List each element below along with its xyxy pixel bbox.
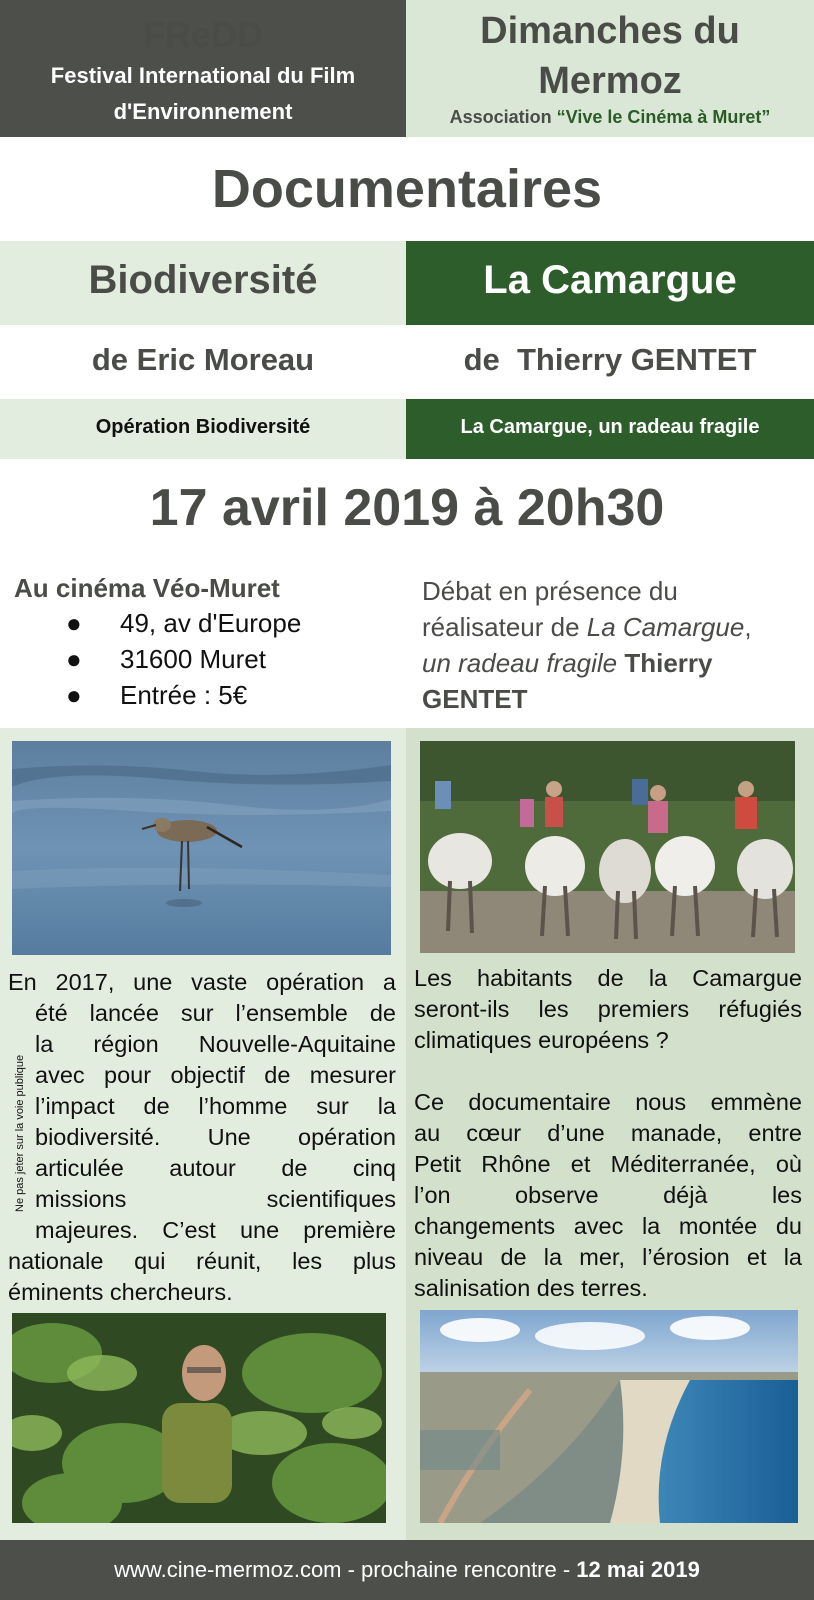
association-name: “Vive le Cinéma à Muret” [556,107,771,127]
litter-notice: Ne pas jeter sur la voie publique [14,1054,26,1212]
film-title-italic: un radeau fragile [422,648,618,678]
film1-subtitle: Opération Biodiversité [95,416,311,438]
debate-text: réalisateur de [422,612,587,642]
association-prefix: Association [449,107,557,127]
debate-text: , [744,612,752,642]
wading-bird-photo [12,741,391,955]
camargue-question [414,963,802,1056]
address-item [66,608,301,639]
debate-line [422,609,812,645]
paragraph-line: l’impact de l’homme sur la [35,1093,396,1119]
bullet-icon: ● [66,608,82,638]
paragraph-line: nationale qui réunit, les plus [8,1248,396,1274]
paragraph-line: En 2017, une vaste opération a [8,969,396,995]
camargue-description [414,1087,802,1304]
film2-director: de Thierry GENTET [463,342,757,377]
paragraph-line: Les habitants de la Camargue [414,965,802,991]
next-event-date: 12 mai 2019 [576,1557,700,1582]
paragraph-line: niveau de la mer, l’érosion et la [414,1244,802,1270]
film-title-italic: La Camargue [586,612,745,642]
screening-date: 17 avril 2019 à 20h30 [149,479,665,537]
address-item [66,680,247,711]
website-and-next-event: www.cine-mermoz.com - prochaine rencontre - [114,1557,577,1582]
fredd-subtitle-line1: Festival International du Film [50,63,356,88]
dimanches-title-line1: Dimanches du [480,10,740,52]
paragraph-line: biodiversité. Une opération [35,1124,396,1150]
address-item [66,644,266,675]
camargue-coast-photo [420,1310,798,1523]
biodiversite-description [8,967,396,1308]
film1-title: Biodiversité [88,258,318,302]
paragraph-line: au cœur d’une manade, entre [414,1120,802,1146]
paragraph-line: missions scientifiques [35,1186,396,1212]
paragraph-line: climatiques européens ? [414,1027,669,1053]
film1-director: de Eric Moreau [91,342,315,377]
address-text: 49, av d'Europe [120,608,302,638]
camargue-riders-photo [420,741,795,953]
paragraph-line: salinisation des terres. [414,1275,648,1301]
paragraph-line: articulée autour de cinq [35,1155,396,1181]
forest-researcher-photo [12,1313,386,1523]
address-text: 31600 Muret [120,644,266,674]
bullet-icon: ● [66,644,82,674]
address-text: Entrée : 5€ [120,680,248,710]
fredd-subtitle-line2: d'Environnement [113,99,293,124]
director-name: Thierry [617,648,713,678]
paragraph-line: Ce documentaire nous emmène [414,1089,802,1115]
debate-note [422,573,812,717]
footer-text [0,1557,814,1583]
debate-line [422,681,812,717]
paragraph-line: l’on observe déjà les [414,1182,802,1208]
page-title: Documentaires [211,159,603,219]
paragraph-line: majeures. C’est une première [35,1217,396,1243]
debate-line [422,645,812,681]
paragraph-line: seront-ils les premiers réfugiés [414,996,802,1022]
paragraph-line: changements avec la montée du [414,1213,802,1239]
paragraph-line: éminents chercheurs. [8,1279,233,1305]
association-label [406,107,814,128]
paragraph-line: Petit Rhône et Méditerranée, où [414,1151,802,1177]
fredd-title: FReDD [142,14,263,55]
paragraph-line: la région Nouvelle-Aquitaine [35,1031,396,1057]
bullet-icon: ● [66,680,82,710]
film2-title: La Camargue [483,258,737,302]
dimanches-title-line2: Mermoz [538,60,682,102]
venue-title: Au cinéma Véo-Muret [14,573,280,603]
director-name: GENTET [422,684,528,714]
paragraph-line: été lancée sur l’ensemble de [35,1000,396,1026]
debate-line: Débat en présence du [422,576,678,606]
film2-subtitle: La Camargue, un radeau fragile [460,416,760,438]
paragraph-line: avec pour objectif de mesurer [35,1062,396,1088]
